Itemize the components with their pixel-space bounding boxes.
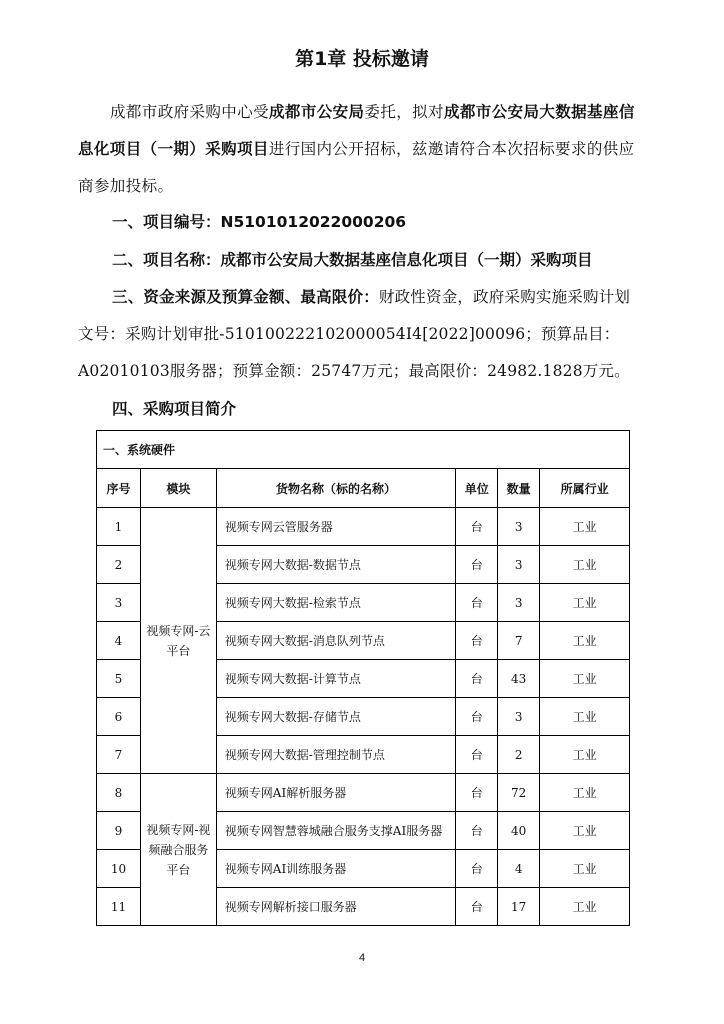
row-no: 1: [97, 508, 141, 546]
header-qty: 数量: [498, 469, 540, 508]
row-no: 7: [97, 736, 141, 774]
row-industry: 工业: [540, 698, 630, 736]
intro-paragraph: [78, 94, 644, 205]
row-no: 5: [97, 660, 141, 698]
row-name: 视频专网智慧蓉城融合服务支撑AI服务器: [216, 812, 455, 850]
row-unit: 台: [456, 622, 498, 660]
intro-prefix: 成都市政府采购中心受: [110, 103, 270, 121]
row-industry: 工业: [540, 622, 630, 660]
row-industry: 工业: [540, 584, 630, 622]
row-no: 6: [97, 698, 141, 736]
header-unit: 单位: [456, 469, 498, 508]
budget-label: 三、资金来源及预算金额、最高限价：: [112, 288, 379, 306]
header-goods: 货物名称（标的名称）: [216, 469, 455, 508]
row-industry: 工业: [540, 812, 630, 850]
row-unit: 台: [456, 774, 498, 812]
module-cloud-platform: 视频专网-云平台: [140, 508, 216, 774]
row-industry: 工业: [540, 774, 630, 812]
row-qty: 7: [498, 622, 540, 660]
row-no: 11: [97, 888, 141, 926]
row-qty: 4: [498, 850, 540, 888]
module-video-fusion: 视频专网-视频融合服务平台: [140, 774, 216, 926]
row-qty: 3: [498, 584, 540, 622]
row-name: 视频专网AI训练服务器: [216, 850, 455, 888]
project-name-value: 成都市公安局大数据基座信息化项目（一期）采购项目: [220, 251, 593, 269]
row-industry: 工业: [540, 888, 630, 926]
row-unit: 台: [456, 888, 498, 926]
row-name: 视频专网大数据-管理控制节点: [216, 736, 455, 774]
budget-paragraph: [78, 279, 644, 390]
row-unit: 台: [456, 546, 498, 584]
header-module: 模块: [140, 469, 216, 508]
row-name: 视频专网解析接口服务器: [216, 888, 455, 926]
row-unit: 台: [456, 660, 498, 698]
row-qty: 72: [498, 774, 540, 812]
row-industry: 工业: [540, 508, 630, 546]
intro-agency: 成都市公安局: [269, 103, 365, 121]
intro-suffix: 进行国内公开招标，兹邀请符合本次招标要求的供应商参加投标。: [78, 140, 635, 195]
row-qty: 17: [498, 888, 540, 926]
row-name: 视频专网大数据-数据节点: [216, 546, 455, 584]
table-header-row: [97, 469, 630, 508]
row-no: 4: [97, 622, 141, 660]
table-row: [97, 508, 630, 546]
row-qty: 43: [498, 660, 540, 698]
row-unit: 台: [456, 812, 498, 850]
row-unit: 台: [456, 850, 498, 888]
row-qty: 3: [498, 508, 540, 546]
row-industry: 工业: [540, 546, 630, 584]
procurement-summary-heading: 四、采购项目简介: [112, 399, 237, 418]
budget-text: 财政性资金，政府采购实施采购计划文号：采购计划审批-510100222102000054I4[2022]00096；预算品目：A02010103服务器；预算金额：25747万元；最高限价：24982.1828万元。: [78, 288, 631, 380]
header-no: 序号: [97, 469, 141, 508]
row-name: 视频专网AI解析服务器: [216, 774, 455, 812]
row-no: 9: [97, 812, 141, 850]
row-qty: 2: [498, 736, 540, 774]
row-unit: 台: [456, 736, 498, 774]
row-name: 视频专网云管服务器: [216, 508, 455, 546]
hardware-table: [96, 430, 630, 926]
intro-project: 成都市公安局大数据基座信息化项目（一期）采购项目: [78, 103, 635, 158]
row-no: 10: [97, 850, 141, 888]
project-number-line: [112, 204, 682, 241]
row-industry: 工业: [540, 736, 630, 774]
header-industry: 所属行业: [540, 469, 630, 508]
project-name-line: [112, 242, 682, 279]
chapter-title: 第1章 投标邀请: [295, 48, 429, 70]
row-no: 2: [97, 546, 141, 584]
row-industry: 工业: [540, 660, 630, 698]
row-unit: 台: [456, 698, 498, 736]
row-unit: 台: [456, 508, 498, 546]
row-unit: 台: [456, 584, 498, 622]
row-industry: 工业: [540, 850, 630, 888]
table-row: [97, 774, 630, 812]
intro-mid: 委托，拟对: [364, 103, 444, 121]
row-no: 3: [97, 584, 141, 622]
project-number-label: 一、项目编号：: [112, 213, 221, 231]
table-section-title: 一、系统硬件: [97, 431, 630, 469]
page-number: 4: [358, 952, 366, 964]
row-qty: 3: [498, 546, 540, 584]
project-name-label: 二、项目名称：: [112, 251, 221, 269]
row-qty: 40: [498, 812, 540, 850]
row-name: 视频专网大数据-计算节点: [216, 660, 455, 698]
row-name: 视频专网大数据-消息队列节点: [216, 622, 455, 660]
row-no: 8: [97, 774, 141, 812]
row-name: 视频专网大数据-存储节点: [216, 698, 455, 736]
table-section-row: [97, 431, 630, 469]
project-number-value: N5101012022000206: [220, 213, 407, 231]
row-name: 视频专网大数据-检索节点: [216, 584, 455, 622]
row-qty: 3: [498, 698, 540, 736]
